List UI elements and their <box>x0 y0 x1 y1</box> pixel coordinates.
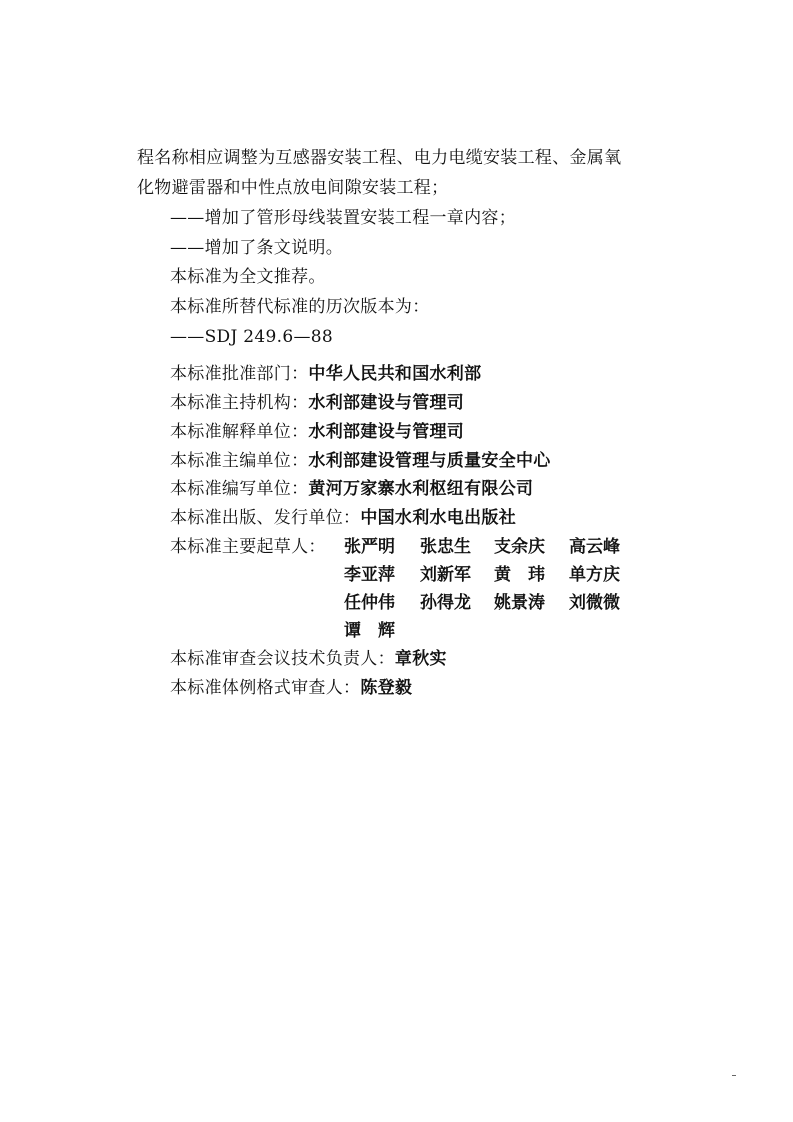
drafter-name: 高云峰 <box>569 537 620 557</box>
info-approve <box>170 363 481 385</box>
publish-label: 本标准出版、发行单位： <box>170 508 361 528</box>
drafters-label: 本标准主要起草人： <box>170 537 326 557</box>
drafter-name: 张严明 <box>344 537 395 557</box>
intro-line-4: ——增加了条文说明。 <box>170 238 343 258</box>
host-label: 本标准主持机构： <box>170 393 309 413</box>
drafter-name: 谭 辉 <box>344 621 395 641</box>
interpret-value: 水利部建设与管理司 <box>308 422 465 442</box>
chief-label: 本标准主编单位： <box>170 451 309 471</box>
intro-line-3: ——增加了管形母线装置安装工程一章内容； <box>170 208 516 228</box>
info-host <box>170 392 464 414</box>
intro-line-6: 本标准所替代标准的历次版本为： <box>170 297 430 317</box>
info-chief <box>170 450 551 472</box>
drafter-name: 李亚萍 <box>344 565 395 585</box>
info-interpret <box>170 421 464 443</box>
intro-line-2: 化物避雷器和中性点放电间隙安装工程； <box>137 178 449 198</box>
drafter-name: 黄 玮 <box>494 565 545 585</box>
format-label: 本标准体例格式审查人： <box>170 678 361 698</box>
intro-line-1: 程名称相应调整为互感器安装工程、电力电缆安装工程、金属氧 <box>137 148 622 168</box>
drafter-name: 任仲伟 <box>344 593 395 613</box>
page-corner-mark <box>732 1075 736 1076</box>
drafter-name: 单方庆 <box>569 565 620 585</box>
intro-line-5: 本标准为全文推荐。 <box>170 267 326 287</box>
info-format <box>170 677 412 699</box>
chief-value: 水利部建设管理与质量安全中心 <box>308 451 551 471</box>
drafter-name: 刘微微 <box>569 593 620 613</box>
intro-line-7: ——SDJ 249.6—88 <box>170 327 333 347</box>
info-compile <box>170 478 533 500</box>
format-value: 陈登毅 <box>360 678 413 698</box>
publish-value: 中国水利水电出版社 <box>360 508 517 528</box>
compile-label: 本标准编写单位： <box>170 479 309 499</box>
interpret-label: 本标准解释单位： <box>170 422 309 442</box>
drafter-name: 支余庆 <box>494 537 545 557</box>
approve-label: 本标准批准部门： <box>170 364 309 384</box>
review-label: 本标准审查会议技术负责人： <box>170 649 395 669</box>
info-publish <box>170 507 516 529</box>
drafter-name: 张忠生 <box>420 537 471 557</box>
info-review <box>170 648 447 670</box>
compile-value: 黄河万家寨水利枢纽有限公司 <box>308 479 534 499</box>
drafter-name: 姚景涛 <box>494 593 545 613</box>
review-value: 章秋实 <box>394 649 447 669</box>
approve-value: 中华人民共和国水利部 <box>308 364 482 384</box>
host-value: 水利部建设与管理司 <box>308 393 465 413</box>
drafter-name: 刘新军 <box>420 565 471 585</box>
drafter-name: 孙得龙 <box>420 593 471 613</box>
